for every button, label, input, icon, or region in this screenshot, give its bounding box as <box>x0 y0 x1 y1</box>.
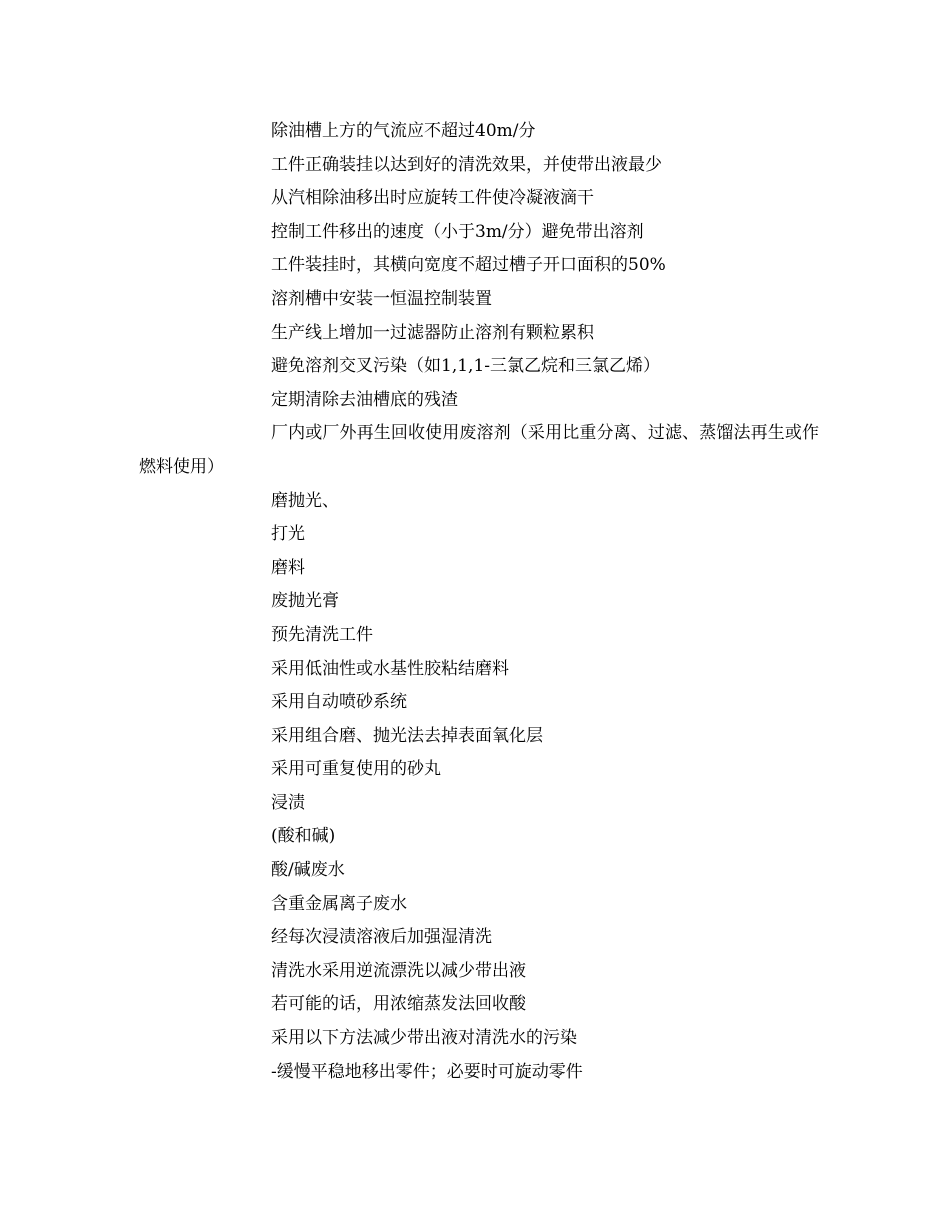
text-line: 溶剂槽中安装一恒温控制装置 <box>271 288 492 309</box>
text-line: 采用组合磨、抛光法去掉表面氧化层 <box>271 725 543 746</box>
text-line: 采用低油性或水基性胶粘结磨料 <box>271 658 509 679</box>
text-line: 生产线上增加一过滤器防止溶剂有颗粒累积 <box>271 322 594 343</box>
text-line: 打光 <box>271 524 305 545</box>
text-line: 采用可重复使用的砂丸 <box>271 759 441 780</box>
text-line: 预先清洗工件 <box>271 624 373 645</box>
document-body <box>139 115 819 1089</box>
text-line: 控制工件移出的速度（小于3m/分）避免带出溶剂 <box>271 221 644 242</box>
text-line: 定期清除去油槽底的残渣 <box>271 389 458 410</box>
text-line: 磨料 <box>271 557 305 578</box>
text-line: 工件装挂时，其横向宽度不超过槽子开口面积的50% <box>271 255 666 276</box>
text-line: 酸/碱废水 <box>271 860 345 881</box>
text-line: 经每次浸渍溶液后加强湿清洗 <box>271 927 492 948</box>
text-line: 避免溶剂交叉污染（如1,1,1-三氯乙烷和三氯乙烯） <box>271 356 660 377</box>
text-line: 从汽相除油移出时应旋转工件使冷凝液滴干 <box>271 188 594 209</box>
text-line: 清洗水采用逆流漂洗以减少带出液 <box>271 960 526 981</box>
text-line: 废抛光膏 <box>271 591 339 612</box>
wrapped-paragraph: 厂内或厂外再生回收使用废溶剂（采用比重分离、过滤、蒸馏法再生或作燃料使用） <box>139 423 819 477</box>
text-line: 工件正确装挂以达到好的清洗效果，并使带出液最少 <box>271 154 662 175</box>
text-line: 除油槽上方的气流应不超过40m/分 <box>271 121 536 141</box>
text-line: 采用自动喷砂系统 <box>271 692 407 713</box>
text-line: 浸渍 <box>271 792 305 813</box>
text-line: 磨抛光、 <box>271 490 339 511</box>
text-line: 含重金属离子废水 <box>271 893 407 914</box>
text-line: 采用以下方法减少带出液对清洗水的污染 <box>271 1028 577 1049</box>
text-line: 若可能的话，用浓缩蒸发法回收酸 <box>271 994 526 1015</box>
text-line: (酸和碱) <box>271 826 336 847</box>
text-line: -缓慢平稳地移出零件；必要时可旋动零件 <box>271 1061 583 1082</box>
